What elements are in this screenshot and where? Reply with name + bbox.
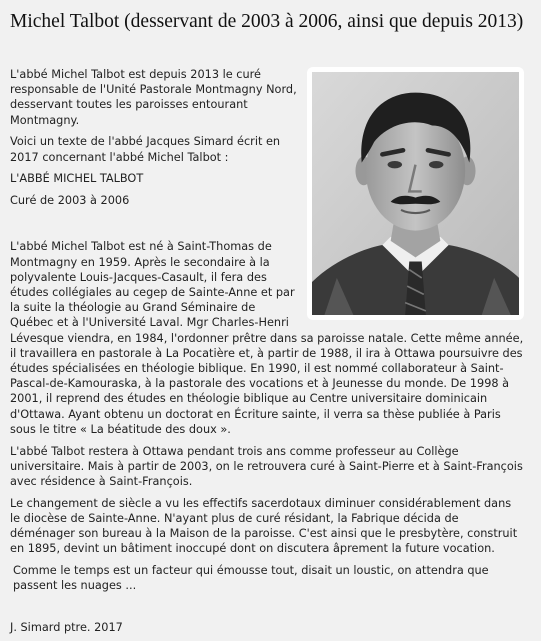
name-heading: L'ABBÉ MICHEL TALBOT xyxy=(10,172,144,186)
century-paragraph: Le changement de siècle a vu les effectifs sacerdotaux diminuer considérablement dans le diocèse de Sainte-Anne. N'ayant plus de curé résidant, la Fabrique décida de déménager son bureau à la Maison de la paroisse. C'est ainsi que le presbytère, construit en 1895, devint un bâtiment inoccupé dont on discutera âprement la future vocation. xyxy=(10,496,518,556)
closing-paragraph: Comme le temps est un facteur qui émousse tout, disait un loustic, on attendra que passent les nuages ... xyxy=(13,564,489,593)
biography-paragraph: L'abbé Michel Talbot est né à Saint-Thomas de Montmagny en 1959. Après le secondaire à la polyvalente Louis-Jacques-Casault, il fera des études collégiales au cegep de Sainte-Anne et par la suite la théologie au Grand Séminaire de Québec et à l'Université Laval. Mgr Charles-Henri Lévesque viendra, en 1984, l'ordonner prêtre dans sa paroisse natale. Cette même année, il travaillera en pastorale à La Pocatière et, à partir de 1988, il ira à Ottawa poursuivre des études spécialisées en théologie biblique. En 1990, il est nommé collaborateur à Saint-Pascal-de-Kamouraska, à la pastorale des vocations et à Jeunesse du monde. De 1998 à 2001, il reprend des études en théologie biblique au Centre universitaire dominicain d'Ottawa. Ayant obtenu un doctorat en Écriture sainte, il verra sa thèse publiée à Paris sous le titre « La béatitude des doux ». xyxy=(10,240,524,436)
ottawa-paragraph: L'abbé Talbot restera à Ottawa pendant trois ans comme professeur au Collège universitaire. Mais à partir de 2003, on le retrouvera curé à Saint-Pierre et à Saint-François avec résidence à Saint-François. xyxy=(10,444,523,489)
source-paragraph: Voici un texte de l'abbé Jacques Simard écrit en 2017 concernant l'abbé Michel Talbot : xyxy=(10,135,281,164)
role-line: Curé de 2003 à 2006 xyxy=(10,194,130,208)
portrait-photo xyxy=(307,67,524,320)
intro-paragraph: L'abbé Michel Talbot est depuis 2013 le curé responsable de l'Unité Pastorale Montmagny Nord, desservant toutes les paroisses entourant Montmagny. xyxy=(10,68,297,127)
article-body xyxy=(10,67,524,641)
page-title: Michel Talbot (desservant de 2003 à 2006, ainsi que depuis 2013) xyxy=(10,11,524,32)
portrait-image xyxy=(312,72,519,315)
signature: J. Simard ptre. 2017 xyxy=(10,620,123,634)
